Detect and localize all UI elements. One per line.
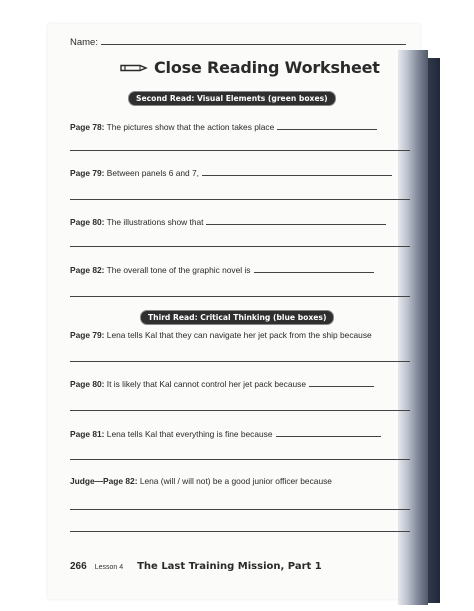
question-page-80 [70,216,386,227]
footer-title: The Last Training Mission, Part 1 [137,561,322,572]
question-text: The overall tone of the graphic novel is [106,265,251,275]
title-row [118,58,380,77]
page-number: 266 [70,561,87,572]
answer-line[interactable] [70,509,410,510]
question-ref: Judge—Page 82: [70,476,138,486]
question-text: The pictures show that the action takes place [106,122,275,132]
page-footer [70,561,322,572]
answer-blank[interactable] [277,121,377,130]
answer-line[interactable] [70,410,410,411]
lesson-label: Lesson 4 [94,564,124,571]
answer-line[interactable] [70,296,410,297]
question-page-82 [70,264,374,275]
question-ref: Page 82: [70,265,105,275]
question-text: Lena tells Kal that everything is fine because [106,429,273,439]
question-page-80-critical [70,378,374,389]
answer-blank[interactable] [309,378,374,387]
question-text: The illustrations show that [106,217,204,227]
name-blank[interactable] [101,36,406,45]
answer-line[interactable] [70,531,410,532]
pencil-icon [118,62,148,74]
book-binding-shadow [398,50,428,605]
question-page-79 [70,167,392,178]
question-ref: Page 81: [70,429,105,439]
question-ref: Page 78: [70,122,105,132]
answer-blank[interactable] [202,167,392,176]
question-page-78 [70,121,377,132]
answer-blank[interactable] [276,428,381,437]
answer-line[interactable] [70,150,410,151]
question-ref: Page 79: [70,168,105,178]
answer-line[interactable] [70,459,410,460]
question-judge-page-82 [70,476,332,486]
name-label: Name: [70,37,98,48]
question-text: It is likely that Kal cannot control her jet pack because [106,379,307,389]
answer-line[interactable] [70,199,410,200]
answer-blank[interactable] [254,264,374,273]
question-text: Lena tells Kal that they can navigate her jet pack from the ship because [106,330,372,340]
worksheet-title: Close Reading Worksheet [154,58,380,77]
question-ref: Page 80: [70,217,105,227]
question-text: Lena (will / will not) be a good junior officer because [139,476,332,486]
section-third-read: Third Read: Critical Thinking (blue boxes) [140,310,334,325]
answer-line[interactable] [70,246,410,247]
book-cover-edge [428,58,440,603]
answer-blank[interactable] [206,216,386,225]
question-text: Between panels 6 and 7, [106,168,199,178]
section-second-read: Second Read: Visual Elements (green boxes) [128,91,336,106]
question-ref: Page 79: [70,330,105,340]
name-row [70,36,406,48]
question-page-79-critical [70,330,372,340]
question-ref: Page 80: [70,379,105,389]
answer-line[interactable] [70,361,410,362]
question-page-81 [70,428,381,439]
